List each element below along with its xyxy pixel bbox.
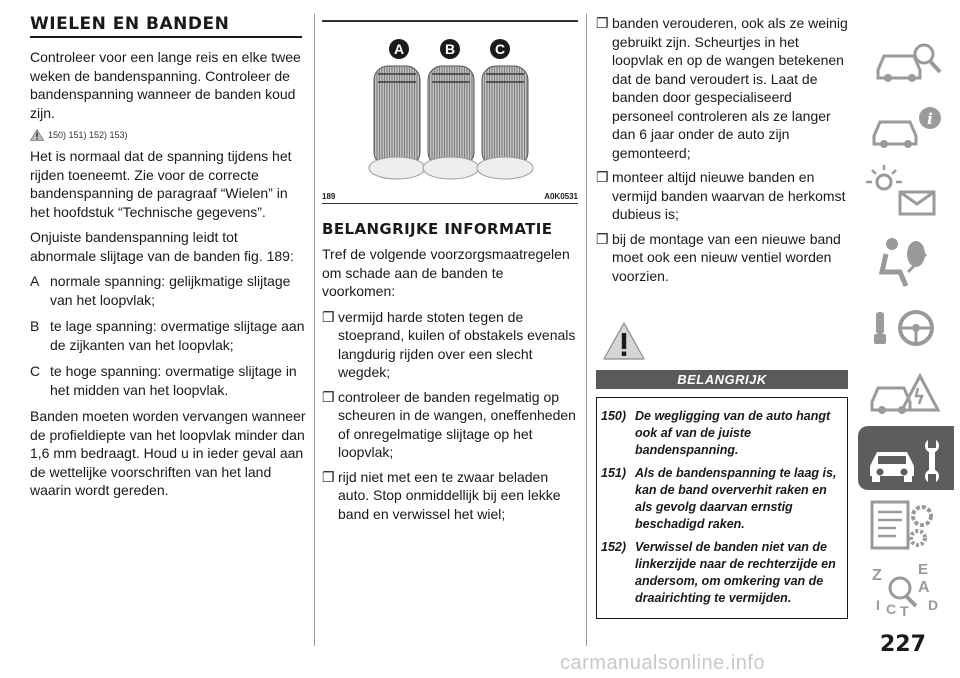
left-column [30,14,306,507]
item-text: te hoge spanning: overmatige slijtage in het midden van het loopvlak. [50,363,297,398]
alphabet-index-icon [858,558,954,622]
svg-text:Z: Z [872,567,882,584]
tire-illustration [322,28,578,190]
warning-number: 150) [601,409,627,423]
chapter-tab-info[interactable] [858,96,954,160]
chapter-tab-specs[interactable] [858,492,954,556]
label-a: A [393,41,405,57]
list-item [596,168,848,224]
tire-a [369,66,425,179]
checkbox-bullet-icon: ❐ [596,15,609,31]
list-item [30,317,306,354]
watermark: carmanualsonline.info [560,652,766,674]
item-label: C [30,363,41,379]
warning-text: Als de bandenspanning te laag is, kan de band oververhit raken en als gevolg daarvan ernstig beschadigd raken. [635,466,837,531]
column-divider-2 [586,14,587,646]
checkbox-bullet-icon: ❐ [322,308,335,325]
specs-gear-icon [858,492,954,556]
list-item [322,468,578,524]
middle-column [322,20,578,529]
tire-c [477,66,533,179]
svg-text:C: C [886,601,897,617]
item-text: normale spanning: gelijkmatige slijtage van het loopvlak; [50,273,291,308]
bullet-text: rijd niet met een te zwaar beladen auto. Stop onmiddellijk bij een lekke band en verwissel het wiel; [338,468,561,522]
title-underline [30,36,302,38]
warning-number: 152) [601,540,627,554]
checkbox-bullet-icon: ❐ [322,468,335,485]
warning-item [601,465,843,533]
car-crash-icon [858,360,954,424]
svg-text:i: i [927,110,933,128]
paragraph-intro: Controleer voor een lange reis en elke twee weken de bandenspanning. Controleer de bandenspanning wanneer de banden koud zijn. [30,49,301,121]
item-text: te lage spanning: overmatige slijtage aan de zijkanten van het loopvlak; [50,318,305,353]
list-item [596,14,848,162]
bullet-text: monteer altijd nieuwe banden en vermijd banden waarvan de herkomst dubieus is; [612,169,846,222]
reference-numbers: 150) 151) 152) 153) [48,130,128,140]
figure-caption [322,192,578,204]
chapter-tab-starting[interactable] [858,294,954,358]
chapter-tab-dashboard[interactable] [858,30,954,94]
warning-triangle-icon [30,129,44,141]
svg-text:D: D [928,597,939,613]
car-info-icon [858,96,954,160]
warning-item [601,408,843,459]
paragraph-precautions: Tref de volgende voorzorgsmaatregelen om schade aan de banden te voorkomen: [322,246,570,299]
item-label: B [30,318,40,334]
warning-number: 151) [601,466,627,480]
bullet-text: vermijd harde stoten tegen de stoeprand, kuilen of obstakels evenals langdurig rijden over een slecht wegdek; [338,308,576,380]
figure-number: 189 [322,192,336,201]
section-title-info: BELANGRIJKE INFORMATIE [322,220,553,238]
bullet-text: controleer de banden regelmatig op scheuren in de wangen, oneffenheden of onregelmatige slijtage op het loopvlak; [338,388,576,460]
warning-box [596,397,848,619]
checkbox-bullet-icon: ❐ [596,169,609,185]
chapter-tab-safety[interactable] [858,228,954,292]
list-item [322,388,578,462]
label-c: C [494,41,506,57]
chapter-tab-index[interactable] [858,558,954,622]
svg-text:I: I [876,597,880,613]
column-divider-1 [314,14,315,646]
danger-triangle-icon [602,321,848,366]
chapter-tab-emergency[interactable] [858,360,954,424]
warning-text: De wegligging van de auto hangt ook af van de juiste bandenspanning. [635,409,831,457]
warning-references [30,129,306,141]
paragraph-replace: Banden moeten worden vervangen wanneer de profieldiepte van het loopvlak minder dan 1,6 mm bedraagt. Houd u in ieder geval aan de wettelijke voorschriften van het land waarin wordt gereden. [30,408,306,498]
list-item [322,308,578,382]
warning-item [601,539,843,607]
warning-text: Verwissel de banden niet van de linkerzijde naar de rechterzijde en andersom, om omkering van de draairichting te vermijden. [635,540,836,605]
airbag-seat-icon [858,228,954,292]
svg-text:A: A [918,579,930,596]
warning-title-bar: BELANGRIJK [596,370,848,389]
checkbox-bullet-icon: ❐ [322,388,335,405]
page-number: 227 [880,632,926,657]
figure-code: A0K0531 [544,192,578,201]
checkbox-bullet-icon: ❐ [596,230,609,247]
section-title: WIELEN EN BANDEN [30,14,230,34]
tire-b [423,66,479,179]
label-b: B [444,41,456,57]
bullet-text: banden verouderen, ook als ze weinig gebruikt zijn. Scheurtjes in het loopvlak en op de wangen betekenen dat de band veroudert is. Laat de banden door gespecialiseerd personeel controleren als ze langer dan 6 jaar onder de auto zijn gemonteerd; [612,15,848,161]
list-item [30,362,306,399]
chapter-tab-lights[interactable] [858,162,954,226]
list-item [30,272,306,309]
paragraph-wear: Onjuiste bandenspanning leidt tot abnormale slijtage van de banden fig. 189: [30,229,294,264]
chapter-tab-maintenance[interactable] [858,426,954,490]
list-item [596,230,848,286]
bullet-text: bij de montage van een nieuwe band moet ook een nieuw ventiel worden voorzien. [612,230,841,284]
svg-text:T: T [900,603,909,619]
item-label: A [30,273,40,289]
car-service-icon [858,426,954,490]
car-search-icon [858,30,954,94]
right-column [596,14,848,619]
svg-text:E: E [918,561,929,578]
tire-wear-figure [322,20,578,192]
paragraph-pressure: Het is normaal dat de spanning tijdens het rijden toeneemt. Zie voor de correcte bandenspanning de paragraaf “Wielen” in het hoofdstuk “Technische gegevens”. [30,148,292,220]
key-steering-icon [858,294,954,358]
dashboard-lights-icon [858,162,954,226]
